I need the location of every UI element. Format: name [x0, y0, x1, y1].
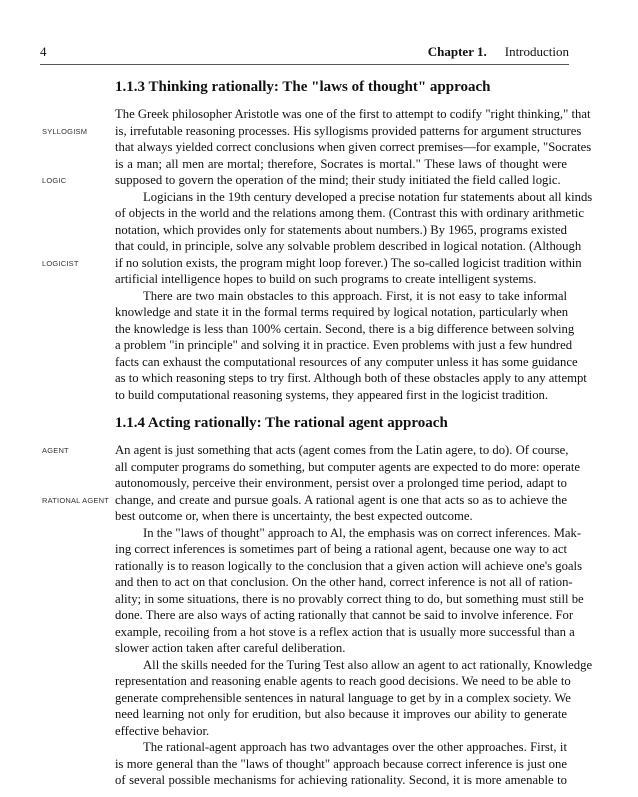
section-heading: 1.1.3 Thinking rationally: The "laws of thought" approach — [115, 79, 491, 95]
text-line: is more general than the "laws of thought" approach because correct inference is just one — [115, 756, 567, 771]
margin-note: SYLLOGISM — [42, 126, 88, 136]
text-line: In the "laws of thought" approach to Al, the emphasis was on correct inferences. Mak- — [143, 525, 582, 540]
margin-note: AGENT — [42, 446, 69, 455]
text-line: that always yielded correct conclusions when given correct premises—for example, "Socrates — [115, 140, 592, 154]
text-line: autonomously, perceive their environment, persist over a prolonged time period, adapt to — [115, 476, 567, 490]
text-line: effective behavior. — [115, 723, 210, 738]
text-line: All the skills needed for the Turing Test also allow an agent to act rationally, Knowledge — [143, 657, 593, 672]
text-line: a problem "in principle" and solving it in practice. Even problems with just a few hundred — [115, 338, 573, 352]
section-body — [115, 106, 593, 403]
text-line: is a man; all men are mortal; therefore, Socrates is mortal." These laws of thought were — [115, 156, 567, 171]
text-line: all computer programs do something, but computer agents are expected to do more: operate — [115, 459, 581, 474]
text-line: representation and reasoning enable agents to reach good decisions. We need to be able to — [115, 674, 571, 688]
text-line: ality; in some situations, there is no provably correct thing to do, but something must still be — [115, 591, 584, 606]
text-line: that could, in principle, solve any solvable problem described in logical notation. (Although — [115, 239, 582, 253]
text-line: is, irrefutable reasoning processes. His syllogisms provided patterns for argument structures — [115, 123, 582, 138]
text-line: need learning not only for erudition, but also because it improves our ability to generate — [115, 707, 567, 721]
text-line: ing correct inferences is sometimes part of being a rational agent, because one way to act — [115, 542, 567, 556]
text-line: An agent is just something that acts (agent comes from the Latin agere, to do). Of course, — [115, 443, 569, 457]
chapter-number: Chapter 1. — [427, 44, 487, 59]
text-line: artificial intelligence hopes to build on such programs to create intelligent systems. — [115, 272, 537, 286]
text-line: best outcome or, when there is uncertainty, the best expected outcome. — [115, 509, 473, 523]
text-line: as to which reasoning steps to try first. Although both of these obstacles apply to any attempt — [115, 371, 587, 385]
chapter-label — [428, 44, 569, 60]
text-line: knowledge and state it in the formal terms required by logical notation, particularly when — [115, 305, 569, 319]
text-line: and then to act on that conclusion. On the other hand, correct inference is not all of ration- — [115, 575, 573, 589]
text-line: The Greek philosopher Aristotle was one of the first to attempt to codify "right thinking," that — [115, 107, 591, 121]
text-line: change, and create and pursue goals. A rational agent is one that acts so as to achieve the — [115, 492, 567, 507]
text-line: to build computational reasoning systems, they appeared first in the logicist tradition. — [115, 387, 549, 402]
margin-note: LOGICIST — [42, 258, 79, 268]
margin-note: LOGIC — [42, 176, 67, 185]
header-rule — [40, 64, 569, 65]
section-heading: 1.1.4 Acting rationally: The rational agent approach — [115, 415, 448, 431]
text-line: done. There are also ways of acting rationally that cannot be said to involve inference. For — [115, 608, 574, 622]
text-line: the knowledge is less than 100% certain. Second, there is a big difference between solving — [115, 321, 575, 336]
text-line: facts can exhaust the computational resources of any computer unless it has some guidance — [115, 354, 578, 369]
text-line: slower action taken after careful deliberation. — [115, 641, 346, 655]
text-line: notation, which provides only for statements about numbers.) By 1965, programs existed — [115, 222, 567, 237]
text-line: if no solution exists, the program might loop forever.) The so-called logicist tradition within — [115, 255, 582, 270]
text-line: of objects in the world and the relations among them. (Contrast this with ordinary arithmetic — [115, 206, 584, 220]
text-line: Logicians in the 19th century developed a precise notation fur statements about all kinds — [143, 189, 593, 204]
section-title: Introduction — [504, 44, 569, 59]
page-number: 4 — [40, 44, 47, 59]
text-line: There are two main obstacles to this approach. First, it is not easy to take informal — [143, 288, 567, 303]
text-line: example, recoiling from a hot stove is a reflex action that is usually more successful than a — [115, 624, 575, 639]
section-body — [115, 442, 593, 789]
text-line: generate comprehensible sentences in natural language to get by in a complex society. We — [115, 690, 571, 705]
text-line: The rational-agent approach has two advantages over the other approaches. First, it — [143, 740, 567, 754]
main-text — [115, 74, 593, 789]
margin-note: RATIONAL AGENT — [42, 495, 109, 505]
text-line: of several possible mechanisms for achieving rationality. Second, it is more amenable to — [115, 773, 567, 787]
text-line: supposed to govern the operation of the mind; their study initiated the field called logic. — [115, 173, 561, 187]
text-line: rationally is to reason logically to the conclusion that a given action will achieve one's goals — [115, 558, 583, 573]
running-header — [40, 44, 569, 62]
